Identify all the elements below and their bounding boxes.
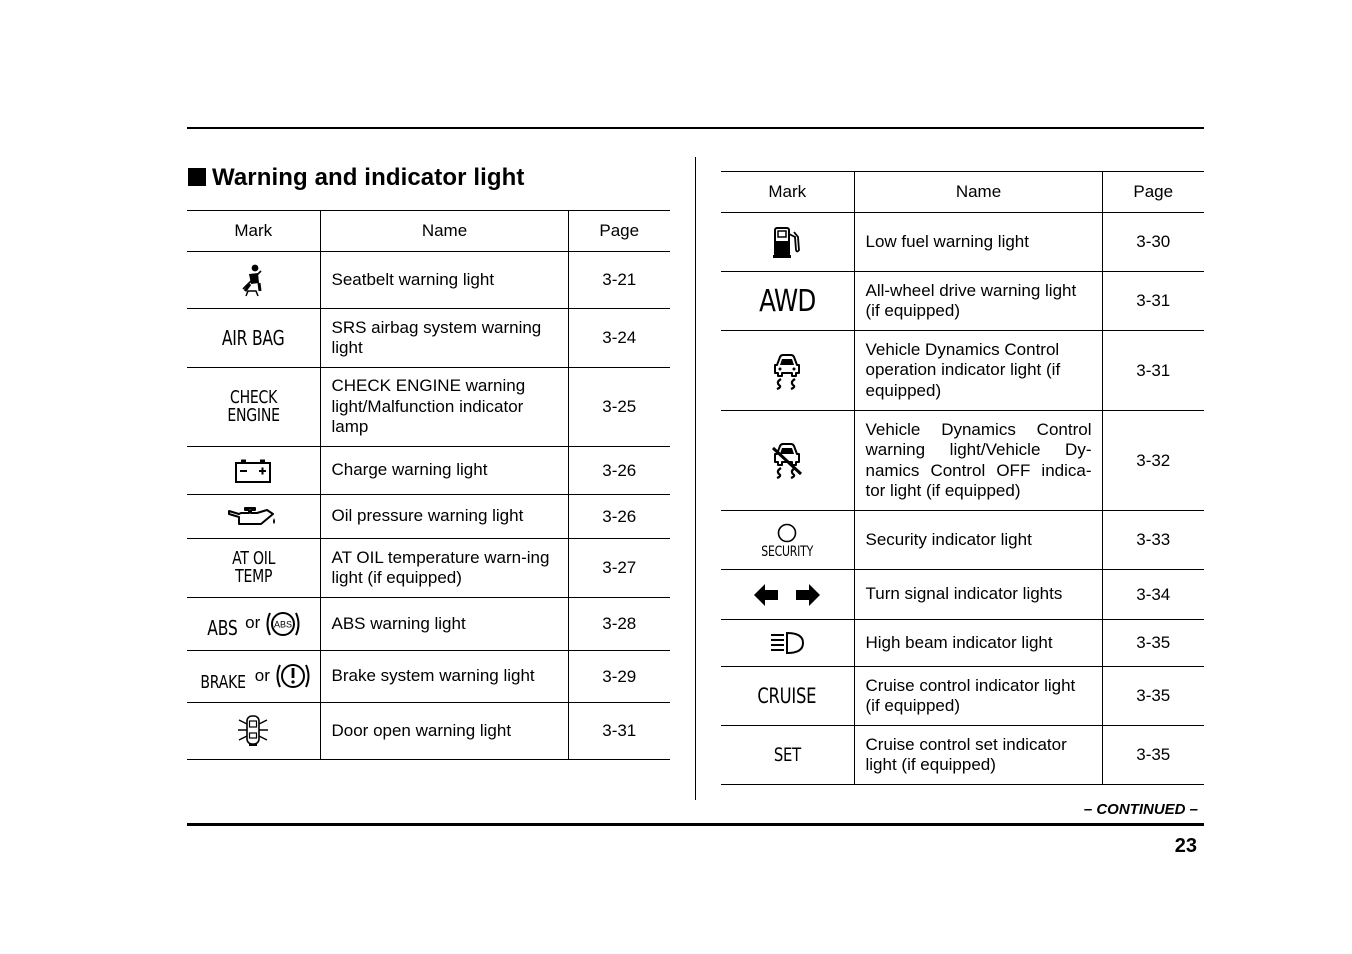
oil-can-icon	[227, 505, 279, 529]
airbag-mark: AIR BAG	[221, 326, 285, 350]
cruise-mark: CRUISE	[757, 684, 817, 708]
section-heading	[188, 164, 524, 192]
mark-line: AT OIL	[231, 547, 275, 569]
page-ref: 3-26	[568, 495, 670, 539]
mark-cell	[187, 368, 320, 447]
column-divider	[695, 157, 696, 800]
light-name: SRS airbag system warning light	[320, 309, 568, 368]
table-row	[721, 570, 1204, 620]
table-row	[721, 667, 1204, 726]
page-ref: 3-25	[568, 368, 670, 447]
table-row	[721, 272, 1204, 331]
awd-mark: AWD	[759, 283, 816, 319]
warning-lights-table-right	[721, 171, 1204, 785]
or-label: or	[245, 613, 261, 633]
page-ref: 3-35	[1102, 667, 1204, 726]
page-ref: 3-34	[1102, 570, 1204, 620]
mark-cell	[721, 620, 854, 667]
mark-cell	[187, 651, 320, 703]
light-name: Security indicator light	[854, 511, 1102, 570]
page-ref: 3-31	[568, 703, 670, 760]
header-name: Name	[854, 172, 1102, 213]
page-ref: 3-31	[1102, 331, 1204, 411]
security-mark	[721, 522, 854, 559]
light-name: Vehicle Dynamics Control operation indicator light (if equipped)	[854, 331, 1102, 411]
skid-car-icon	[770, 351, 804, 391]
header-page: Page	[1102, 172, 1204, 213]
table-row	[187, 703, 670, 760]
light-name: Brake system warning light	[320, 651, 568, 703]
header-rule	[187, 127, 1204, 129]
page-ref: 3-31	[1102, 272, 1204, 331]
header-page: Page	[568, 211, 670, 252]
header-name: Name	[320, 211, 568, 252]
mark-cell	[721, 511, 854, 570]
light-name: Seatbelt warning light	[320, 252, 568, 309]
mark-cell	[721, 272, 854, 331]
page-ref: 3-35	[1102, 620, 1204, 667]
page-ref: 3-26	[568, 447, 670, 495]
security-circle-icon	[776, 522, 798, 544]
fuel-pump-icon	[771, 224, 803, 260]
door-open-icon	[235, 714, 271, 748]
page-number: 23	[1174, 835, 1197, 857]
mark-cell	[187, 703, 320, 760]
table-row	[721, 411, 1204, 511]
battery-icon	[234, 458, 272, 484]
at-oil-temp-mark	[231, 547, 275, 587]
header-mark: Mark	[721, 172, 854, 213]
page-ref: 3-33	[1102, 511, 1204, 570]
table-row	[721, 511, 1204, 570]
light-name: Turn signal indicator lights	[854, 570, 1102, 620]
brake-mark: BRAKE	[200, 671, 246, 693]
table-row	[187, 447, 670, 495]
mark-cell	[721, 726, 854, 785]
page-ref: 3-29	[568, 651, 670, 703]
table-header-row	[187, 211, 670, 252]
table-row	[187, 539, 670, 598]
page-ref: 3-21	[568, 252, 670, 309]
mark-cell	[187, 539, 320, 598]
light-name: Vehicle Dynamics Control warning light/Vehicle Dy-namics Control OFF indica-tor light (if equipped)	[854, 411, 1102, 511]
mark-cell	[187, 495, 320, 539]
mark-cell	[721, 331, 854, 411]
header-mark: Mark	[187, 211, 320, 252]
page-ref: 3-28	[568, 598, 670, 651]
mark-line: ENGINE	[227, 404, 280, 426]
security-label: SECURITY	[761, 543, 814, 560]
check-engine-mark	[227, 386, 280, 426]
abs-mark: ABS	[207, 616, 238, 641]
light-name: Oil pressure warning light	[320, 495, 568, 539]
table-row	[187, 651, 670, 703]
table-row	[721, 213, 1204, 272]
light-name: Charge warning light	[320, 447, 568, 495]
table-row	[187, 309, 670, 368]
mark-cell	[721, 411, 854, 511]
light-name: AT OIL temperature warn-ing light (if equipped)	[320, 539, 568, 598]
table-row	[721, 331, 1204, 411]
page-ref: 3-27	[568, 539, 670, 598]
light-name: High beam indicator light	[854, 620, 1102, 667]
mark-line: TEMP	[234, 565, 272, 587]
section-title: Warning and indicator light	[212, 164, 525, 191]
set-mark: SET	[773, 744, 801, 766]
footer-rule	[187, 823, 1204, 826]
turn-arrows-icon	[752, 582, 822, 608]
mark-cell	[187, 309, 320, 368]
light-name: Door open warning light	[320, 703, 568, 760]
abs-icon-text: ABS	[274, 619, 293, 630]
mark-line: CHECK	[229, 386, 277, 408]
light-name: All-wheel drive warning light (if equipped)	[854, 272, 1102, 331]
page-ref: 3-35	[1102, 726, 1204, 785]
light-name: CHECK ENGINE warning light/Malfunction indicator lamp	[320, 368, 568, 447]
page-ref: 3-24	[568, 309, 670, 368]
table-row	[187, 252, 670, 309]
mark-cell	[187, 252, 320, 309]
skid-car-off-icon	[770, 440, 804, 482]
or-label: or	[254, 665, 270, 685]
page-ref: 3-30	[1102, 213, 1204, 272]
light-name: Low fuel warning light	[854, 213, 1102, 272]
seatbelt-icon	[238, 263, 268, 297]
mark-cell	[187, 598, 320, 651]
light-name: ABS warning light	[320, 598, 568, 651]
page-ref: 3-32	[1102, 411, 1204, 511]
table-row	[721, 726, 1204, 785]
table-header-row	[721, 172, 1204, 213]
light-name: Cruise control set indicator light (if equipped)	[854, 726, 1102, 785]
high-beam-icon	[767, 630, 807, 656]
brake-exclamation-icon	[273, 660, 313, 692]
mark-cell	[721, 213, 854, 272]
square-bullet-icon	[188, 168, 206, 186]
mark-cell	[721, 667, 854, 726]
warning-lights-table-left	[187, 210, 670, 760]
light-name: Cruise control indicator light (if equipped)	[854, 667, 1102, 726]
table-row	[187, 598, 670, 651]
continued-label: – CONTINUED –	[1083, 801, 1198, 818]
mark-cell	[187, 447, 320, 495]
abs-circle-icon	[263, 608, 303, 640]
table-row	[187, 368, 670, 447]
table-row	[721, 620, 1204, 667]
table-row	[187, 495, 670, 539]
mark-cell	[721, 570, 854, 620]
